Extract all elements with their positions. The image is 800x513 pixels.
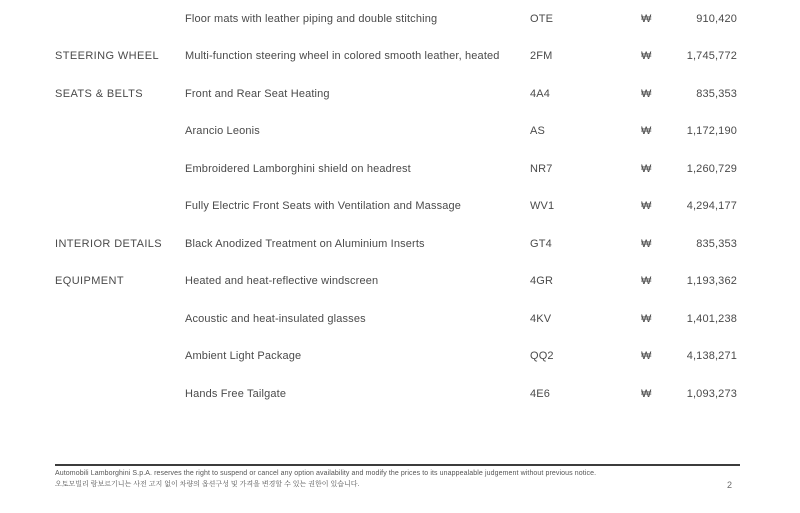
option-code: NR7 (530, 162, 553, 175)
option-description: Multi-function steering wheel in colored smooth leather, heated (185, 50, 500, 63)
currency-symbol: ₩ (641, 312, 652, 325)
option-price: 1,172,190 (686, 125, 737, 138)
option-code: AS (530, 125, 545, 138)
option-price: 1,260,729 (686, 162, 737, 175)
currency-symbol: ₩ (641, 237, 652, 250)
table-row (0, 188, 800, 226)
table-row (0, 225, 800, 263)
option-price: 4,294,177 (686, 200, 737, 213)
currency-symbol: ₩ (641, 350, 652, 363)
option-description: Heated and heat-reflective windscreen (185, 275, 379, 288)
category-label: STEERING WHEEL (55, 50, 160, 63)
currency-symbol: ₩ (641, 87, 652, 100)
currency-symbol: ₩ (641, 387, 652, 400)
option-code: 4A4 (530, 87, 551, 100)
currency-symbol: ₩ (641, 12, 652, 25)
option-description: Ambient Light Package (185, 350, 302, 363)
option-description: Floor mats with leather piping and double stitching (185, 12, 438, 25)
option-code: 2FM (530, 50, 553, 63)
table-row (0, 263, 800, 301)
category-label: INTERIOR DETAILS (55, 237, 163, 250)
option-code: OTE (530, 12, 554, 25)
option-code: 4E6 (530, 387, 551, 400)
option-price: 835,353 (696, 237, 737, 250)
currency-symbol: ₩ (641, 125, 652, 138)
currency-symbol: ₩ (641, 200, 652, 213)
option-price: 835,353 (696, 87, 737, 100)
option-description: Fully Electric Front Seats with Ventilation and Massage (185, 200, 462, 213)
option-description: Acoustic and heat-insulated glasses (185, 312, 366, 325)
option-description: Black Anodized Treatment on Aluminium Inserts (185, 237, 425, 250)
option-code: QQ2 (530, 350, 554, 363)
option-description: Hands Free Tailgate (185, 387, 287, 400)
option-code: GT4 (530, 237, 552, 250)
option-price: 1,401,238 (686, 312, 737, 325)
category-label: SEATS & BELTS (55, 87, 143, 100)
option-price: 910,420 (696, 12, 737, 25)
option-code: WV1 (530, 200, 555, 213)
option-code: 4KV (530, 312, 552, 325)
option-price: 1,193,362 (686, 275, 737, 288)
option-description: Arancio Leonis (185, 125, 260, 138)
option-description: Front and Rear Seat Heating (185, 87, 330, 100)
table-row (0, 113, 800, 151)
currency-symbol: ₩ (641, 275, 652, 288)
table-row (0, 38, 800, 76)
currency-symbol: ₩ (641, 50, 652, 63)
table-row (0, 0, 800, 38)
currency-symbol: ₩ (641, 162, 652, 175)
option-price: 4,138,271 (686, 350, 737, 363)
option-description: Embroidered Lamborghini shield on headrest (185, 162, 411, 175)
disclaimer-english: Automobili Lamborghini S.p.A. reserves the right to suspend or cancel any option availability and modify the prices to its unappealable judgement without previous notice. (55, 470, 597, 477)
category-label: EQUIPMENT (55, 275, 124, 288)
option-code: 4GR (530, 275, 554, 288)
footer-divider (55, 464, 740, 466)
table-row (0, 338, 800, 376)
disclaimer-korean: 오토모빌리 람보르기니는 사전 고지 없이 차량의 옵션구성 및 가격을 변경할 수 있는 권한이 있습니다. (55, 481, 360, 488)
table-row (0, 150, 800, 188)
page-number: 2 (726, 480, 732, 490)
option-price: 1,745,772 (686, 50, 737, 63)
table-row (0, 375, 800, 413)
option-price: 1,093,273 (686, 387, 737, 400)
table-row (0, 75, 800, 113)
table-row (0, 300, 800, 338)
